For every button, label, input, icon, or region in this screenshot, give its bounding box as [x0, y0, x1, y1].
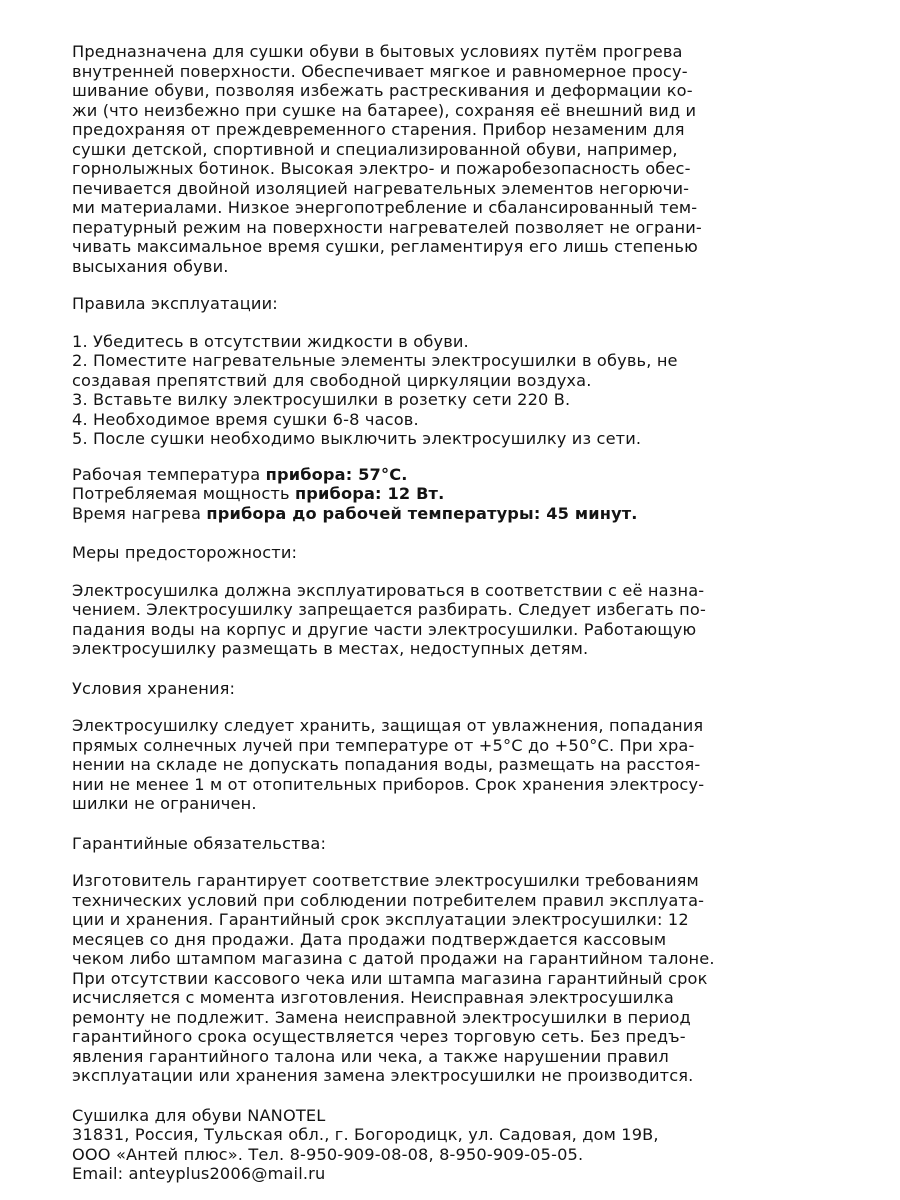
spec-heat-time	[72, 504, 802, 524]
precautions-heading: Меры предосторожности:	[72, 543, 298, 562]
intro-line: печивается двойной изоляцией нагревательных элементов негорючи-	[72, 178, 690, 198]
precautions-line: чением. Электросушилку запрещается разбирать. Следует избегать по-	[72, 600, 706, 619]
rules-heading: Правила эксплуатации:	[72, 294, 278, 313]
warranty-line: технических условий при соблюдении потребителем правил эксплуата-	[72, 890, 705, 910]
storage-heading: Условия хранения:	[72, 678, 236, 698]
warranty-line: явления гарантийного талона или чека, а также нарушении правил	[72, 1046, 669, 1066]
warranty-line: гарантийного срока осуществляется через торговую сеть. Без предъ-	[72, 1027, 686, 1046]
spec-temperature	[72, 465, 802, 485]
intro-line: высыхания обуви.	[72, 256, 229, 276]
postal-address: 31831, Россия, Тульская обл., г. Богородицк, ул. Садовая, дом 19В,	[72, 1125, 659, 1144]
spec-label: Рабочая температура	[72, 464, 266, 484]
intro-line: пературный режим на поверхности нагревателей позволяет не ограни-	[72, 217, 702, 237]
spec-value: прибора до рабочей температуры: 45 минут.	[206, 503, 638, 523]
warranty-line: месяцев со дня продажи. Дата продажи подтверждается кассовым	[72, 929, 667, 949]
rules-item: 4. Необходимое время сушки 6-8 часов.	[72, 409, 419, 429]
spec-label: Потребляемая мощность	[72, 484, 295, 503]
warranty-line: эксплуатации или хранения замена электросушилки не производится.	[72, 1066, 694, 1085]
instruction-document	[72, 42, 802, 1184]
warranty-line: Изготовитель гарантирует соответствие электросушилки требованиям	[72, 871, 699, 890]
storage-line: шилки не ограничен.	[72, 794, 257, 813]
intro-line: жи (что неизбежно при сушке на батарее), сохраняя её внешний вид и	[72, 100, 697, 120]
intro-line: шивание обуви, позволяя избежать растрескивания и деформации ко-	[72, 81, 693, 100]
storage-line: прямых солнечных лучей при температуре от +5°С до +50°С. При хра-	[72, 735, 695, 755]
intro-line: горнолыжных ботинок. Высокая электро- и пожаробезопасность обес-	[72, 159, 691, 178]
email-address: Email: anteyplus2006@mail.ru	[72, 1164, 326, 1183]
rules-item: 5. После сушки необходимо выключить электросушилку из сети.	[72, 429, 642, 448]
warranty-paragraph	[72, 871, 802, 1086]
precautions-line: электросушилку размещать в местах, недоступных детям.	[72, 639, 589, 658]
rules-item: 2. Поместите нагревательные элементы электросушилки в обувь, не	[72, 351, 678, 370]
storage-line: нении на складе не допускать попадания воды, размещать на расстоя-	[72, 755, 701, 774]
intro-paragraph	[72, 42, 802, 276]
product-name: Сушилка для обуви NANOTEL	[72, 1105, 326, 1125]
rules-item: 3. Вставьте вилку электросушилки в розетку сети 220 В.	[72, 390, 571, 409]
manufacturer-contacts	[72, 1106, 802, 1184]
spec-value: прибора: 12 Вт.	[294, 484, 445, 503]
storage-line: нии не менее 1 м от отопительных приборов. Срок хранения электросу-	[72, 774, 705, 794]
intro-line: сушки детской, спортивной и специализированной обуви, например,	[72, 139, 678, 159]
spec-power	[72, 484, 802, 504]
rules-item: 1. Убедитесь в отсутствии жидкости в обуви.	[72, 331, 469, 351]
intro-line: Предназначена для сушки обуви в бытовых условиях путём прогрева	[72, 42, 683, 61]
warranty-line: ции и хранения. Гарантийный срок эксплуатации электросушилки: 12	[72, 910, 689, 929]
storage-paragraph	[72, 716, 802, 814]
rules-list	[72, 332, 802, 449]
warranty-line: ремонту не подлежит. Замена неисправной электросушилки в период	[72, 1007, 691, 1027]
specifications	[72, 465, 802, 524]
warranty-heading: Гарантийные обязательства:	[72, 833, 327, 853]
warranty-line: исчисляется с момента изготовления. Неисправная электросушилка	[72, 988, 674, 1007]
intro-line: ми материалами. Низкое энергопотребление и сбалансированный тем-	[72, 198, 698, 217]
warranty-line: чеком либо штампом магазина с датой продажи на гарантийном талоне.	[72, 949, 715, 968]
precautions-line: Электросушилка должна эксплуатироваться в соответствии с её назна-	[72, 580, 705, 600]
precautions-line: падания воды на корпус и другие части электросушилки. Работающую	[72, 619, 697, 639]
rules-item: создавая препятствий для свободной циркуляции воздуха.	[72, 370, 592, 390]
precautions-paragraph	[72, 581, 802, 659]
warranty-line: При отсутствии кассового чека или штампа магазина гарантийный срок	[72, 968, 708, 988]
intro-line: предохраняя от преждевременного старения. Прибор незаменим для	[72, 120, 685, 139]
spec-label: Время нагрева	[72, 503, 207, 523]
intro-line: внутренней поверхности. Обеспечивает мягкое и равномерное просу-	[72, 61, 688, 81]
spec-value: прибора: 57°С.	[265, 464, 408, 484]
intro-line: чивать максимальное время сушки, регламентируя его лишь степенью	[72, 237, 698, 256]
storage-line: Электросушилку следует хранить, защищая от увлажнения, попадания	[72, 716, 704, 735]
company-phones: ООО «Антей плюс». Тел. 8-950-909-08-08, 8-950-909-05-05.	[72, 1144, 584, 1164]
